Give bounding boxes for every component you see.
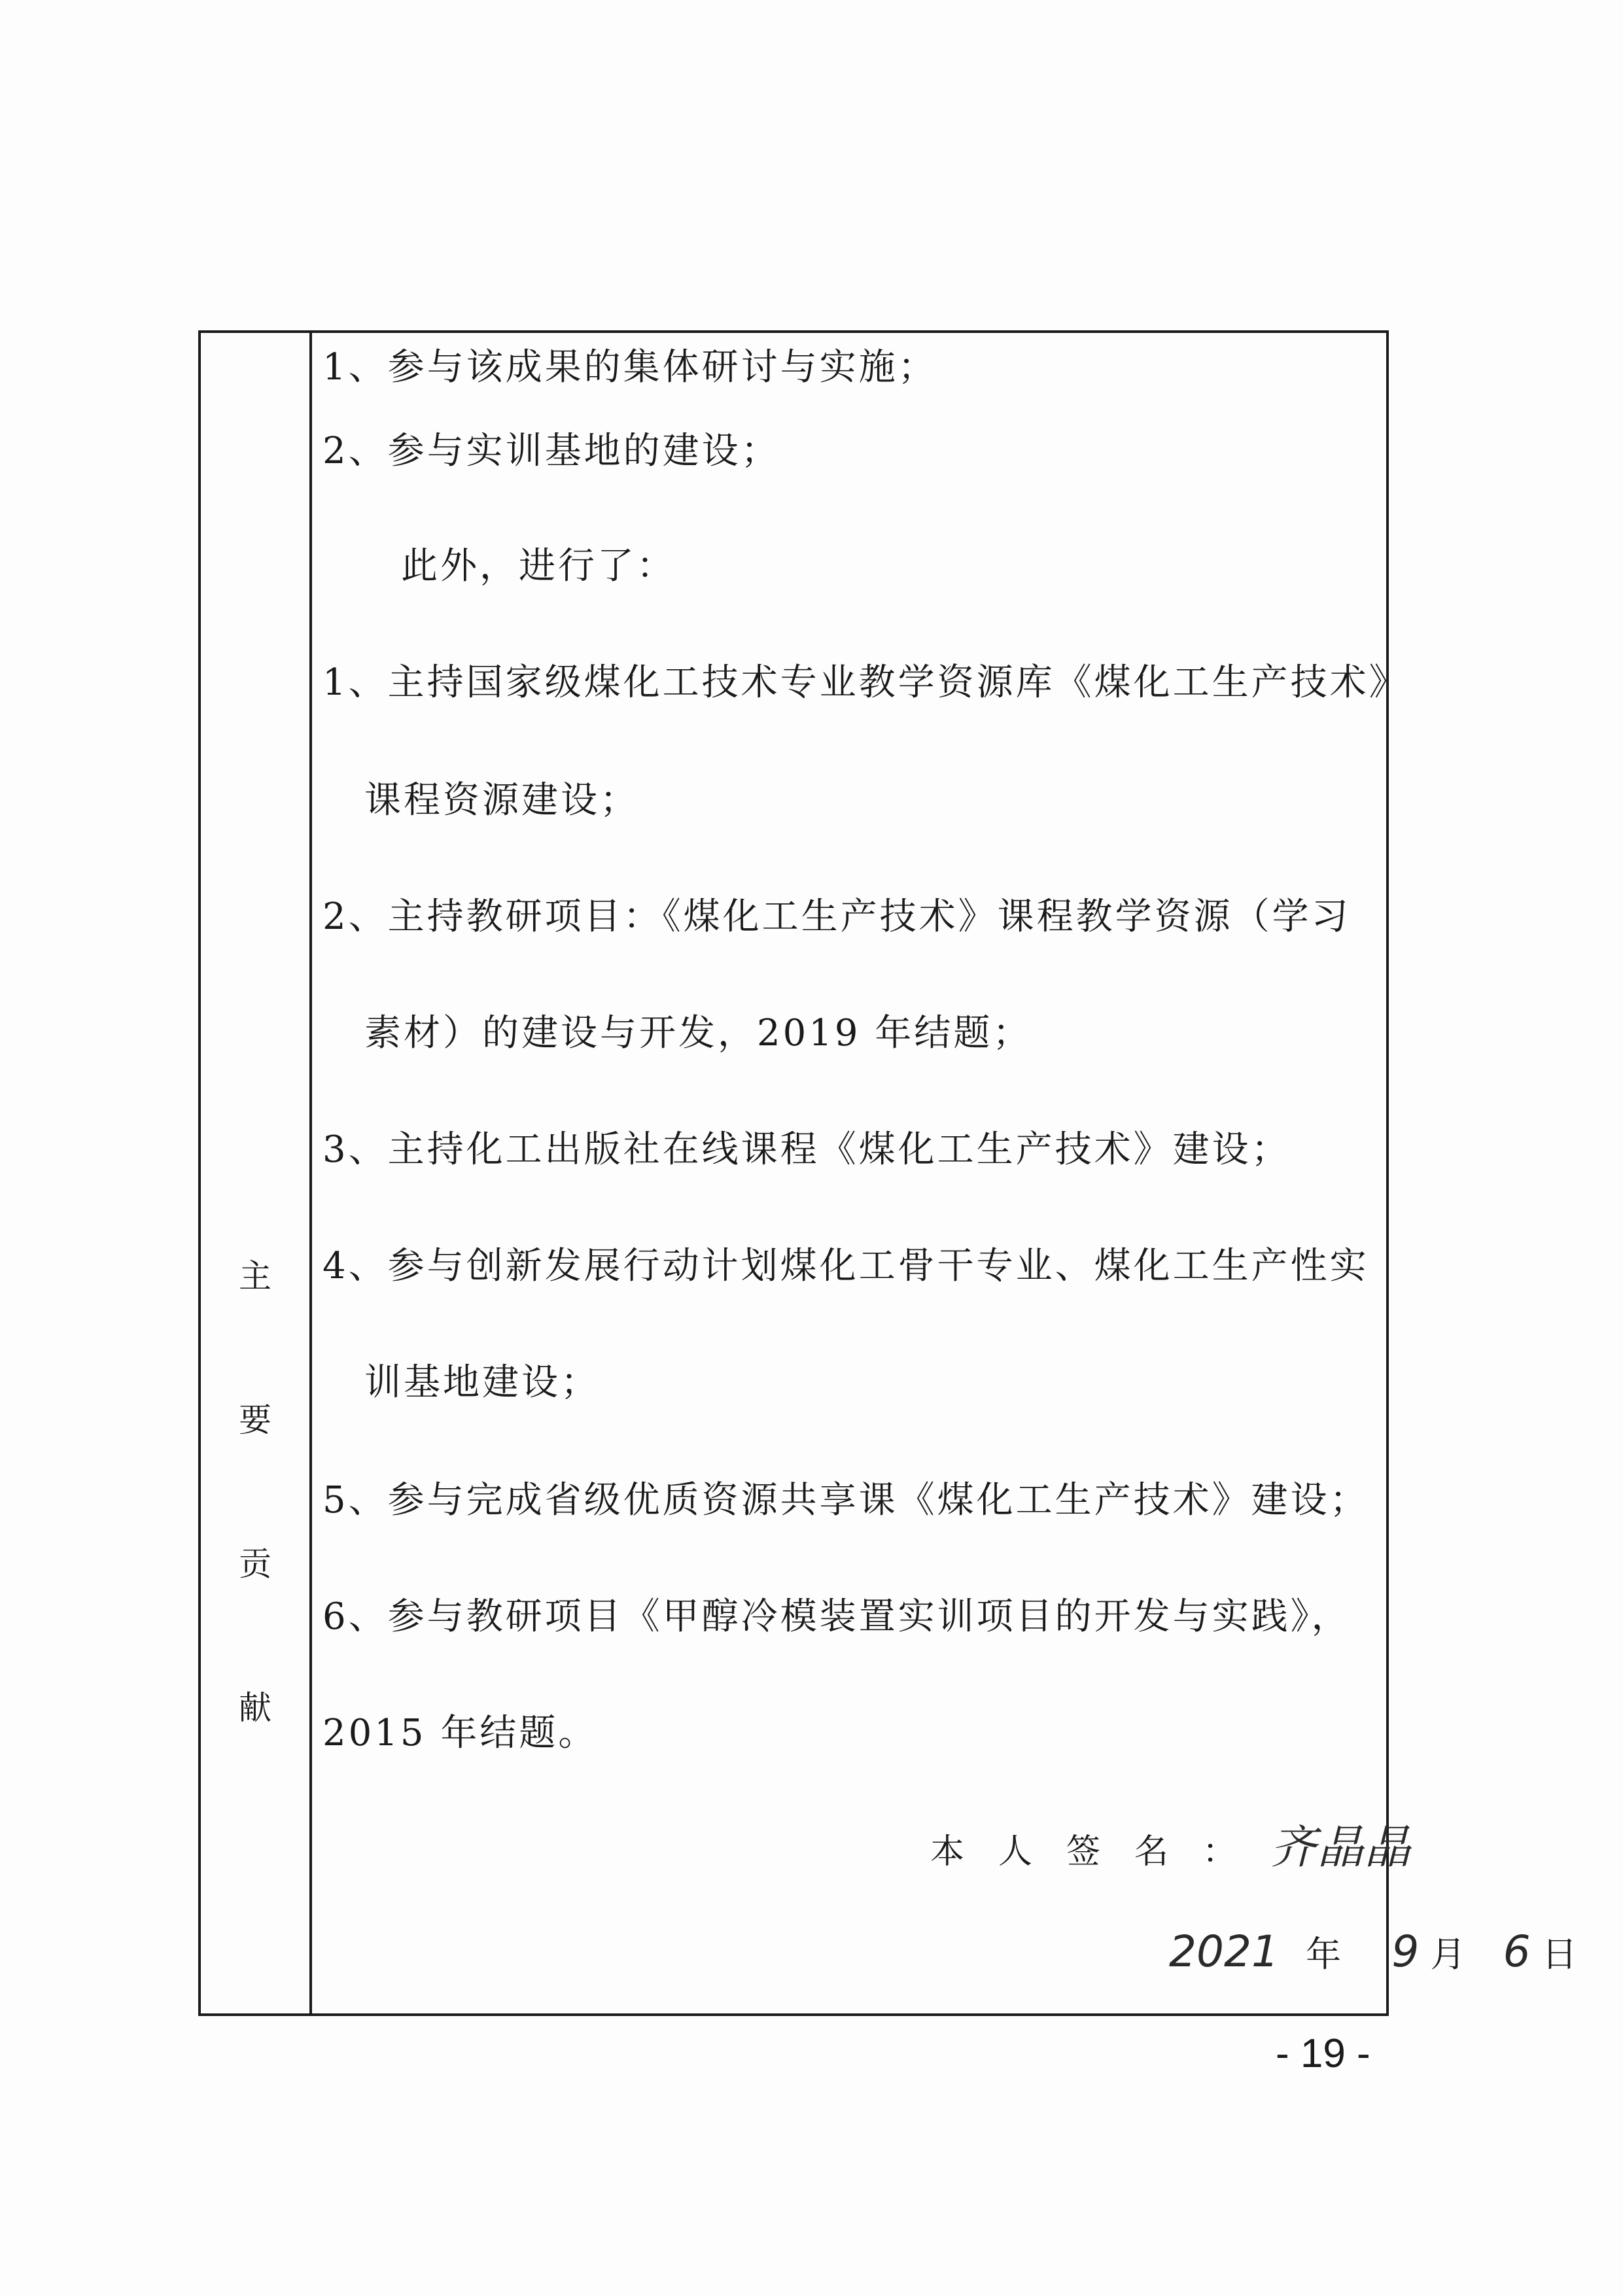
content-line-5: 课程资源建设；	[364, 779, 639, 822]
date-day: 6	[1503, 1926, 1531, 1977]
label-char-gong: 贡	[239, 1545, 271, 1583]
content-line-10: 训基地建设；	[364, 1361, 600, 1404]
label-char-yao: 要	[239, 1401, 271, 1439]
content-line-3: 此外，进行了：	[401, 545, 676, 587]
label-char-zhu: 主	[239, 1257, 271, 1295]
content-line-11: 5、参与完成省级优质资源共享课《煤化工生产技术》建设；	[323, 1479, 1369, 1522]
signature-row	[930, 1820, 1412, 1875]
content-line-4: 1、主持国家级煤化工技术专业教学资源库《煤化工生产技术》	[323, 661, 1408, 704]
content-line-9: 4、参与创新发展行动计划煤化工骨干专业、煤化工生产性实	[323, 1245, 1369, 1287]
page-number: - 19 -	[1276, 2031, 1370, 2076]
date-year-unit: 年	[1306, 1934, 1342, 1975]
content-line-8: 3、主持化工出版社在线课程《煤化工生产技术》建设；	[323, 1128, 1291, 1171]
date-month: 9	[1391, 1926, 1420, 1977]
signature-label: 本人签名：	[930, 1832, 1271, 1871]
label-column	[201, 333, 312, 2013]
handwritten-signature: 齐晶晶	[1270, 1820, 1412, 1874]
content-line-1: 1、参与该成果的集体研讨与实施；	[323, 346, 937, 389]
date-row	[1169, 1926, 1577, 1981]
contribution-table	[198, 330, 1577, 2016]
date-day-unit: 日	[1541, 1934, 1577, 1975]
content-line-2: 2、参与实训基地的建设；	[323, 430, 780, 472]
content-line-7: 素材）的建设与开发，2019 年结题；	[364, 1012, 1032, 1054]
content-line-13: 2015 年结题。	[323, 1712, 598, 1754]
content-line-6: 2、主持教研项目：《煤化工生产技术》课程教学资源（学习	[323, 896, 1351, 938]
date-month-unit: 月	[1430, 1934, 1466, 1975]
content-line-12: 6、参与教研项目《甲醇冷模装置实训项目的开发与实践》，	[323, 1595, 1351, 1638]
date-year: 2021	[1169, 1926, 1279, 1977]
content-column	[312, 333, 1577, 2013]
label-char-xian: 献	[239, 1689, 271, 1727]
